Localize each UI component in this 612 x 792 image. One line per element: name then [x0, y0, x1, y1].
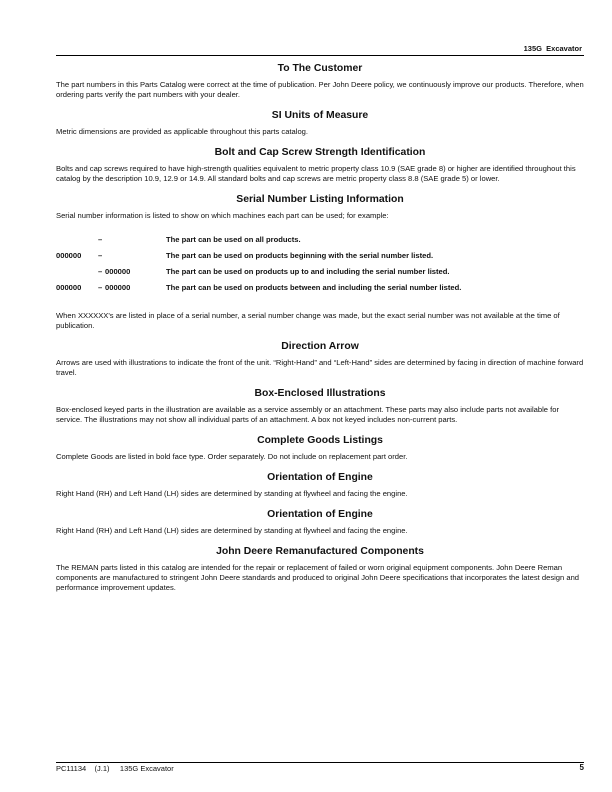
serial-row: [56, 251, 461, 267]
paragraph-bolt-strength: Bolts and cap screws required to have high-strength qualities equivalent to metric property class 10.9 (SAE grade 8) or higher are identified throughout this catalog by the description 10.9, 12.9 or 14.9. All standard bolts and cap screws are metric property class 8.8 (SAE grade 5) or lower.: [56, 164, 576, 183]
heading-orientation-engine-repeat: Orientation of Engine: [267, 509, 373, 520]
heading-orientation-engine: Orientation of Engine: [267, 472, 373, 483]
serial-end: 000000: [105, 267, 131, 276]
paragraph-serial-intro: Serial number information is listed to show on which machines each part can be used; for example:: [56, 211, 389, 220]
footer-rule: [56, 762, 584, 763]
header-rule: [56, 55, 584, 56]
serial-row: [56, 267, 461, 283]
serial-start: [56, 267, 98, 283]
paragraph-reman-components: The REMAN parts listed in this catalog are intended for the repair or replacement of failed or worn original equipment components. John Deere Reman components are manufactured to stringent John Deere standards and produced to original John Deere specifications that incorporates the latest design and performance improvement updates.: [56, 563, 580, 592]
paragraph-complete-goods: Complete Goods are listed in bold face type. Order separately. Do not include on replacement part order.: [56, 452, 408, 461]
paragraph-to-the-customer: The part numbers in this Parts Catalog were correct at the time of publication. Per John Deere policy, we continuously improve our products. Therefore, when ordering parts verify the part numbers with your dealer.: [56, 80, 584, 99]
page-number: 5: [579, 763, 584, 772]
serial-end: 000000: [105, 283, 131, 292]
serial-row: [56, 235, 461, 251]
footer-document-id: PC11134 (J.1) 135G Excavator: [56, 764, 174, 773]
serial-description: The part can be used on products between and including the serial number listed.: [166, 283, 462, 292]
heading-si-units: SI Units of Measure: [271, 110, 369, 121]
serial-start: 000000: [56, 283, 82, 292]
serial-row: [56, 283, 461, 299]
heading-serial-number: Serial Number Listing Information: [236, 194, 404, 205]
paragraph-box-enclosed: Box-enclosed keyed parts in the illustration are available as a service assembly or an attachment. These parts may also include parts not available for service. The illustrations may not show all individual parts of an attachment. A box not keyed includes non-current parts.: [56, 405, 559, 424]
serial-dash: –: [98, 283, 103, 292]
running-header: 135G Excavator: [523, 44, 582, 53]
serial-start: 000000: [56, 251, 82, 260]
serial-dash: –: [98, 267, 103, 276]
serial-start: [56, 235, 98, 251]
serial-number-table: [56, 235, 461, 299]
heading-bolt-strength: Bolt and Cap Screw Strength Identification: [214, 147, 426, 158]
serial-dash: –: [98, 251, 103, 260]
page-content: [56, 62, 584, 602]
heading-reman-components: John Deere Remanufactured Components: [216, 546, 424, 557]
paragraph-si-units: Metric dimensions are provided as applicable throughout this parts catalog.: [56, 127, 308, 136]
paragraph-direction-arrow: Arrows are used with illustrations to indicate the front of the unit. “Right-Hand” and “Left-Hand” sides are determined by facing in direction of machine forward travel.: [56, 358, 584, 377]
heading-to-the-customer: To The Customer: [277, 63, 363, 74]
serial-description: The part can be used on products up to and including the serial number listed.: [166, 267, 450, 276]
serial-description: The part can be used on all products.: [166, 235, 301, 244]
paragraph-serial-note: When XXXXXX's are listed in place of a serial number, a serial number change was made, but the exact serial number was not available at the time of publication.: [56, 311, 560, 330]
paragraph-orientation-engine: Right Hand (RH) and Left Hand (LH) sides are determined by standing at flywheel and facing the engine.: [56, 489, 408, 498]
serial-end: [103, 251, 166, 267]
heading-complete-goods: Complete Goods Listings: [257, 435, 383, 446]
heading-direction-arrow: Direction Arrow: [281, 341, 359, 352]
heading-box-enclosed: Box-Enclosed Illustrations: [254, 388, 386, 399]
serial-end: [103, 235, 166, 251]
paragraph-orientation-engine-repeat: Right Hand (RH) and Left Hand (LH) sides are determined by standing at flywheel and facing the engine.: [56, 526, 408, 535]
serial-description: The part can be used on products beginning with the serial number listed.: [166, 251, 434, 260]
serial-dash: –: [98, 235, 103, 244]
